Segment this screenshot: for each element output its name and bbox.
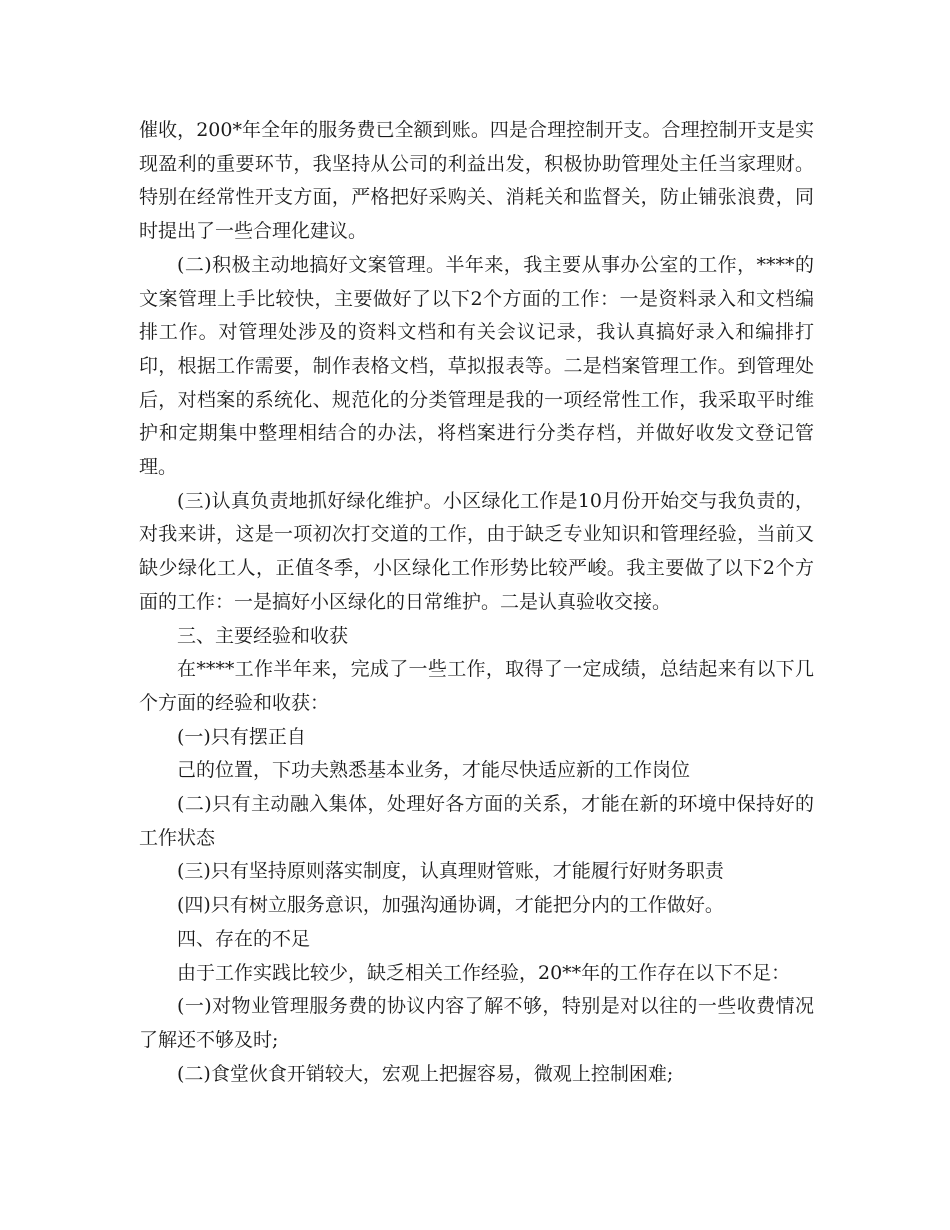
document-body: [139, 114, 814, 1091]
section-heading-3: 三、主要经验和收获: [177, 624, 349, 647]
paragraph-2: (二)积极主动地搞好文案管理。半年来，我主要从事办公室的工作，****的文案管理上手比较快，主要做好了以下2个方面的工作：一是资料录入和文档编排工作。对管理处涉及的资料文档和有关会议记录，我认真搞好录入和编排打印，根据工作需要，制作表格文档，草拟报表等。二是档案管理工作。到管理处后，对档案的系统化、规范化的分类管理是我的一项经常性工作，我采取平时维护和定期集中整理相结合的办法，将档案进行分类存档，并做好收发文登记管理。: [139, 253, 814, 479]
shortcoming-item-2: (二)食堂伙食开销较大，宏观上把握容易，微观上控制困难;: [177, 1062, 674, 1085]
list-item-1-continued: 己的位置，下功夫熟悉基本业务，才能尽快适应新的工作岗位: [177, 759, 691, 782]
list-item-3: (三)只有坚持原则落实制度，认真理财管账，才能履行好财务职责: [177, 860, 724, 883]
shortcoming-item-1: (一)对物业管理服务费的协议内容了解不够，特别是对以往的一些收费情况了解还不够及时;: [139, 995, 814, 1051]
list-item-1: (一)只有摆正自: [177, 725, 306, 748]
paragraph-3: (三)认真负责地抓好绿化维护。小区绿化工作是10月份开始交与我负责的，对我来讲，这是一项初次打交道的工作，由于缺乏专业知识和管理经验，当前又缺少绿化工人，正值冬季，小区绿化工作形势比较严峻。我主要做了以下2个方面的工作：一是搞好小区绿化的日常维护。二是认真验收交接。: [139, 489, 814, 613]
paragraph-12: 由于工作实践比较少，缺乏相关工作经验，20**年的工作存在以下不足：: [177, 961, 791, 984]
paragraph-5: 在****工作半年来，完成了一些工作，取得了一定成绩，总结起来有以下几个方面的经验和收获：: [139, 658, 814, 714]
list-item-2: (二)只有主动融入集体，处理好各方面的关系，才能在新的环境中保持好的工作状态: [139, 793, 814, 849]
paragraph-1: 催收，200*年全年的服务费已全额到账。四是合理控制开支。合理控制开支是实现盈利的重要环节，我坚持从公司的利益出发，积极协助管理处主任当家理财。特别在经常性开支方面，严格把好采购关、消耗关和监督关，防止铺张浪费，同时提出了一些合理化建议。: [139, 119, 814, 243]
list-item-4: (四)只有树立服务意识，加强沟通协调，才能把分内的工作做好。: [177, 894, 724, 917]
section-heading-4: 四、存在的不足: [177, 927, 311, 950]
